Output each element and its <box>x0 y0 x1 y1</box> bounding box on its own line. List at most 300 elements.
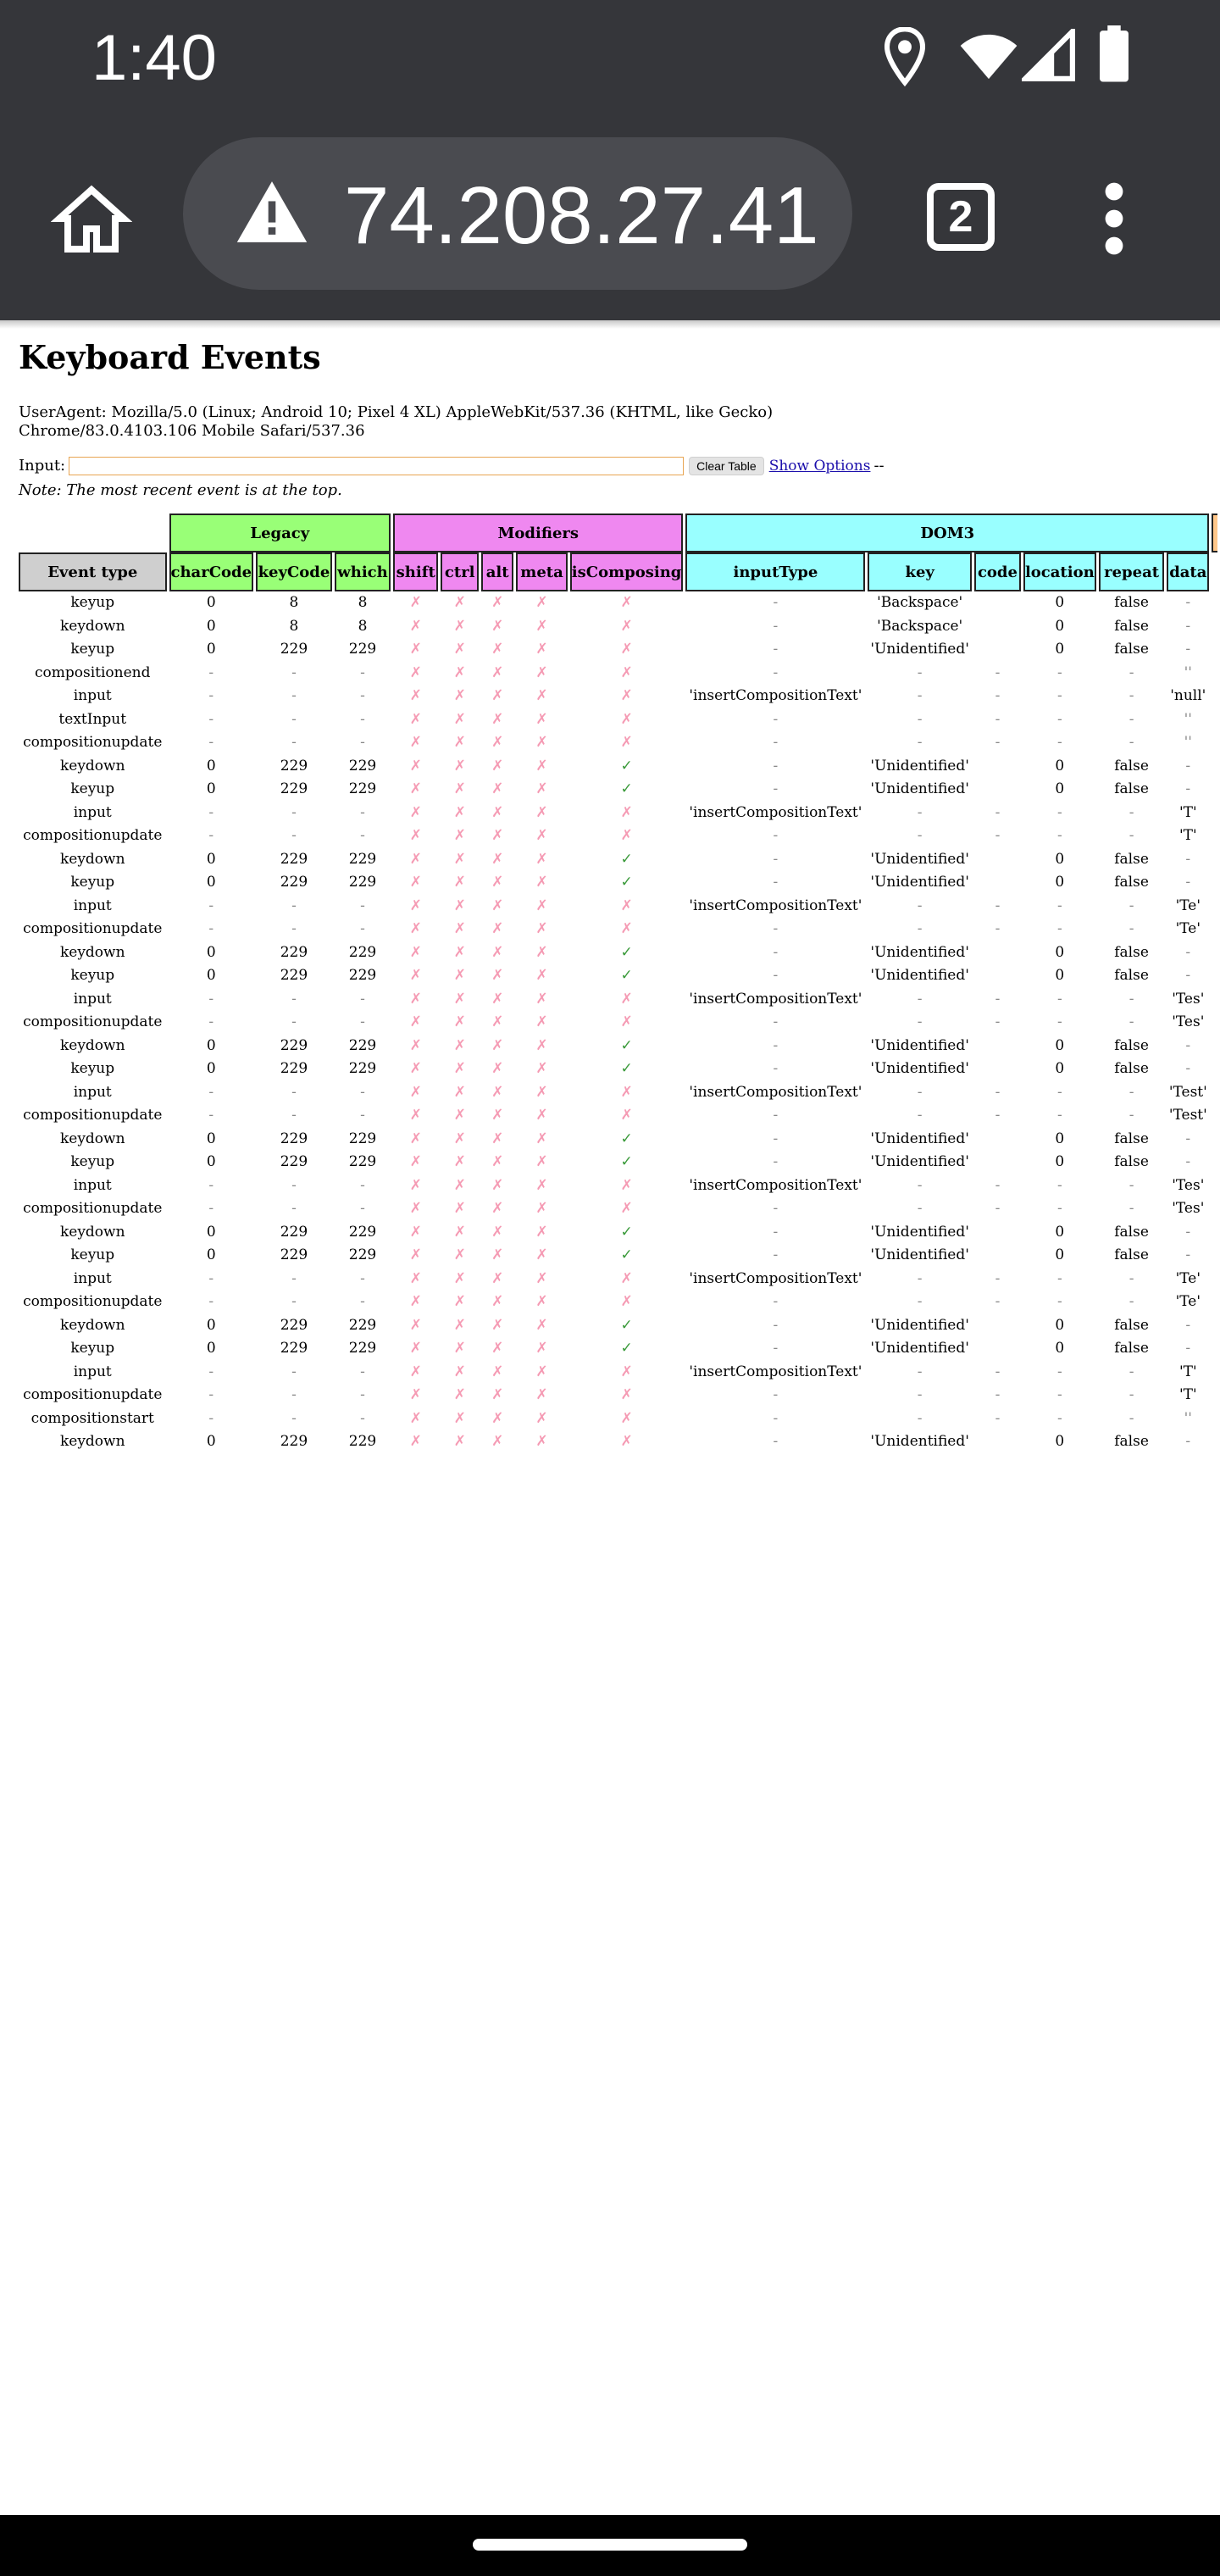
table-cell: 229 <box>348 757 377 774</box>
home-icon[interactable] <box>51 178 132 259</box>
table-cell: - <box>208 1293 214 1310</box>
table-cell: - <box>917 1269 923 1287</box>
table-cell: ✗ <box>535 1269 548 1287</box>
table-cell: 8 <box>358 594 368 611</box>
table-cell: compositionupdate <box>23 734 163 751</box>
table-cell: ✗ <box>535 641 548 658</box>
column-header-data: data <box>1167 552 1209 591</box>
table-cell: ✗ <box>535 1153 548 1170</box>
clear-table-button[interactable]: Clear Table <box>689 457 764 475</box>
table-cell: - <box>1056 1363 1062 1380</box>
table-cell: - <box>1128 687 1134 704</box>
table-cell: ✗ <box>409 1060 422 1077</box>
table-cell: - <box>208 897 214 914</box>
page-content <box>19 336 1220 1454</box>
table-cell: ✗ <box>453 641 466 658</box>
page-title: Keyboard Events <box>19 338 321 376</box>
table-cell: keyup <box>70 594 115 611</box>
table-cell: ✗ <box>409 1107 422 1124</box>
table-cell: ✗ <box>453 1013 466 1030</box>
home-gesture-handle[interactable] <box>473 2539 747 2551</box>
table-cell: 'Tes' <box>1172 1200 1205 1217</box>
table-cell: ✗ <box>453 1223 466 1241</box>
column-header-inputtype: inputType <box>685 552 865 591</box>
table-cell: ✗ <box>453 967 466 984</box>
key-test-input[interactable] <box>69 457 684 475</box>
table-cell: - <box>360 663 365 681</box>
table-cell <box>974 1128 1021 1152</box>
table-cell: ✓ <box>620 1246 633 1263</box>
table-cell: - <box>208 1083 214 1101</box>
table-row <box>19 615 1217 639</box>
table-cell: ✗ <box>409 663 422 681</box>
table-cell: 0 <box>206 874 216 891</box>
table-cell: ✗ <box>453 734 466 751</box>
table-cell: 'Te' <box>1175 920 1201 937</box>
table-cell: ✗ <box>409 1083 422 1101</box>
url-text[interactable]: 74.208.27.41 <box>344 170 819 261</box>
tab-switcher-icon[interactable]: 2 <box>927 183 995 251</box>
table-cell: ✗ <box>491 1130 504 1147</box>
table-cell: ✗ <box>535 663 548 681</box>
table-cell: ✗ <box>453 1130 466 1147</box>
table-cell: 229 <box>280 757 308 774</box>
table-cell: ✗ <box>453 920 466 937</box>
table-cell: false <box>1114 594 1149 611</box>
table-cell: - <box>773 1060 779 1077</box>
table-row <box>19 1337 1217 1361</box>
table-cell: - <box>291 1293 297 1310</box>
table-cell: ✗ <box>491 594 504 611</box>
table-cell: 0 <box>206 617 216 635</box>
table-cell: 'insertCompositionText' <box>689 897 862 914</box>
table-cell: ✗ <box>453 827 466 844</box>
table-cell: false <box>1114 1153 1149 1170</box>
table-row <box>19 708 1217 732</box>
table-cell: 'Unidentified' <box>870 1036 969 1054</box>
table-cell: - <box>291 1107 297 1124</box>
table-cell: - <box>995 990 1001 1008</box>
table-cell: ✗ <box>620 1386 633 1403</box>
table-cell: ✗ <box>409 1153 422 1170</box>
table-cell: ✗ <box>491 1013 504 1030</box>
table-cell: 229 <box>280 850 308 868</box>
table-cell: ✗ <box>620 1409 633 1427</box>
table-cell: ✗ <box>535 1433 548 1450</box>
table-cell: ✗ <box>409 617 422 635</box>
table-cell: - <box>1056 827 1062 844</box>
table-cell: - <box>773 1223 779 1241</box>
table-cell: input <box>73 897 112 914</box>
table-cell: ✗ <box>491 1269 504 1287</box>
table-cell: - <box>208 920 214 937</box>
table-cell: ✗ <box>535 1130 548 1147</box>
table-cell: - <box>773 1293 779 1310</box>
table-cell: ✗ <box>409 1130 422 1147</box>
table-cell: - <box>1128 803 1134 821</box>
table-cell: ✗ <box>535 1386 548 1403</box>
options-suffix: -- <box>873 457 884 475</box>
table-cell: false <box>1114 780 1149 797</box>
table-row <box>19 662 1217 686</box>
table-cell: - <box>291 687 297 704</box>
table-cell: - <box>360 827 365 844</box>
table-cell: - <box>1185 1246 1191 1263</box>
table-cell: - <box>1128 1107 1134 1124</box>
table-cell: ✗ <box>535 850 548 868</box>
table-cell: - <box>1128 663 1134 681</box>
table-cell: 8 <box>289 617 299 635</box>
table-cell: ✗ <box>409 1013 422 1030</box>
table-cell: 0 <box>1055 850 1065 868</box>
table-cell: ✗ <box>453 757 466 774</box>
table-cell: ✗ <box>491 1316 504 1334</box>
table-cell: - <box>995 1409 1001 1427</box>
table-cell: ✗ <box>491 1223 504 1241</box>
table-cell: 0 <box>1055 617 1065 635</box>
table-cell: ✗ <box>535 1223 548 1241</box>
table-cell: 'Unidentified' <box>870 1316 969 1334</box>
table-cell: input <box>73 1269 112 1287</box>
table-cell: ✗ <box>535 827 548 844</box>
table-row <box>19 1104 1217 1128</box>
table-row <box>19 1314 1217 1338</box>
table-cell: - <box>1185 1433 1191 1450</box>
table-cell: compositionupdate <box>23 1200 163 1217</box>
table-cell <box>974 591 1021 615</box>
status-time: 1:40 <box>92 22 217 94</box>
table-cell: - <box>1128 710 1134 728</box>
table-cell: false <box>1114 1223 1149 1241</box>
table-cell: - <box>1056 734 1062 751</box>
table-cell: - <box>360 1269 365 1287</box>
table-cell: 'Unidentified' <box>870 874 969 891</box>
table-cell: - <box>1056 897 1062 914</box>
column-header-key: key <box>868 552 972 591</box>
table-cell: 'Te' <box>1175 897 1201 914</box>
table-cell: - <box>360 1409 365 1427</box>
table-row <box>19 1384 1217 1407</box>
table-cell <box>974 871 1021 895</box>
table-cell: ✗ <box>409 920 422 937</box>
table-cell: ✗ <box>453 1409 466 1427</box>
table-cell: 229 <box>280 641 308 658</box>
table-cell: ✗ <box>535 1060 548 1077</box>
column-header-event-type: Event type <box>19 552 167 591</box>
table-cell: ✗ <box>453 1083 466 1101</box>
table-cell: - <box>291 920 297 937</box>
table-cell: ✗ <box>453 850 466 868</box>
table-cell: - <box>208 1176 214 1194</box>
table-cell <box>974 1058 1021 1081</box>
table-cell: 'T' <box>1178 827 1197 844</box>
table-cell: - <box>291 1269 297 1287</box>
table-cell: compositionupdate <box>23 827 163 844</box>
table-cell: ✗ <box>620 1293 633 1310</box>
table-cell: - <box>1128 827 1134 844</box>
table-cell: 'Te' <box>1175 1293 1201 1310</box>
user-agent-text: UserAgent: Mozilla/5.0 (Linux; Android 10; Pixel 4 XL) AppleWebKit/537.36 (KHTML, like Gecko) Chrome/83.0.4103.106 Mobile Safari/537.36 <box>19 403 774 440</box>
table-cell: ✗ <box>409 850 422 868</box>
table-cell: 'Te' <box>1175 1269 1201 1287</box>
table-cell: - <box>995 1200 1001 1217</box>
column-header-keycode: keyCode <box>256 552 332 591</box>
table-cell: - <box>917 827 923 844</box>
table-cell: 0 <box>1055 1036 1065 1054</box>
table-cell: 0 <box>206 1130 216 1147</box>
table-cell: - <box>1185 1036 1191 1054</box>
not-secure-warning-icon[interactable] <box>236 180 308 244</box>
table-cell: 'Tes' <box>1172 1176 1205 1194</box>
table-cell: ✗ <box>409 827 422 844</box>
table-cell: ✗ <box>535 1013 548 1030</box>
table-cell: ✗ <box>535 1083 548 1101</box>
table-cell: '' <box>1184 1409 1192 1427</box>
show-options-link[interactable]: Show Options <box>768 458 871 475</box>
table-cell: 0 <box>1055 1433 1065 1450</box>
table-cell: 229 <box>348 1153 377 1170</box>
browser-toolbar <box>0 119 1220 320</box>
url-bar[interactable] <box>183 137 852 290</box>
table-cell: ✗ <box>409 1340 422 1357</box>
table-cell: ✗ <box>409 1433 422 1450</box>
table-cell: false <box>1114 1433 1149 1450</box>
table-cell: - <box>1056 990 1062 1008</box>
table-cell: - <box>208 1269 214 1287</box>
table-cell <box>974 964 1021 988</box>
table-cell: - <box>360 1083 365 1101</box>
table-cell: ✗ <box>620 803 633 821</box>
table-cell: - <box>1128 920 1134 937</box>
table-cell <box>974 848 1021 872</box>
table-cell: - <box>360 897 365 914</box>
table-cell: 'Unidentified' <box>870 1340 969 1357</box>
table-row <box>19 1197 1217 1221</box>
table-cell: keyup <box>70 1340 115 1357</box>
table-cell: ✗ <box>535 780 548 797</box>
table-row <box>19 591 1217 615</box>
table-row <box>19 731 1217 755</box>
table-cell: 0 <box>1055 780 1065 797</box>
table-cell: - <box>773 1386 779 1403</box>
table-cell: ✗ <box>620 687 633 704</box>
table-cell: ✗ <box>491 827 504 844</box>
table-cell: ✗ <box>491 1107 504 1124</box>
column-header-shift: shift <box>393 552 438 591</box>
overflow-menu-icon[interactable] <box>1093 178 1135 259</box>
table-row <box>19 1081 1217 1105</box>
table-cell: 229 <box>348 874 377 891</box>
table-cell: ✗ <box>491 803 504 821</box>
table-cell: ✗ <box>409 967 422 984</box>
table-cell: false <box>1114 617 1149 635</box>
table-cell: - <box>360 1200 365 1217</box>
table-cell: - <box>773 663 779 681</box>
table-cell: ✗ <box>491 1433 504 1450</box>
table-cell: ✗ <box>453 1036 466 1054</box>
table-cell: '' <box>1184 710 1192 728</box>
table-cell: ✗ <box>409 1409 422 1427</box>
table-cell: keydown <box>59 943 125 961</box>
table-cell: 0 <box>206 1433 216 1450</box>
table-cell: - <box>291 1386 297 1403</box>
table-cell: 0 <box>206 967 216 984</box>
table-cell <box>974 1221 1021 1245</box>
table-cell: ✗ <box>409 1269 422 1287</box>
table-cell: 'insertCompositionText' <box>689 1363 862 1380</box>
table-cell: ✗ <box>491 734 504 751</box>
table-cell: 229 <box>280 1036 308 1054</box>
table-cell: ✗ <box>409 1176 422 1194</box>
table-cell: ✗ <box>491 1176 504 1194</box>
table-cell: - <box>917 687 923 704</box>
table-cell: ✗ <box>491 967 504 984</box>
table-cell: ✗ <box>453 990 466 1008</box>
column-header-alt: alt <box>481 552 513 591</box>
table-cell: keydown <box>59 1433 125 1450</box>
table-cell: - <box>1056 1293 1062 1310</box>
table-cell: compositionupdate <box>23 920 163 937</box>
table-cell: ✗ <box>453 1363 466 1380</box>
table-cell: ✗ <box>535 1340 548 1357</box>
table-cell: 8 <box>289 594 299 611</box>
table-cell: ✗ <box>453 663 466 681</box>
table-cell <box>974 941 1021 965</box>
table-cell: - <box>773 780 779 797</box>
table-cell: '' <box>1184 663 1192 681</box>
table-cell: ✗ <box>620 897 633 914</box>
table-cell: - <box>995 1083 1001 1101</box>
table-cell: ✗ <box>453 1200 466 1217</box>
note-text: Note: The most recent event is at the top. <box>19 481 342 499</box>
table-cell: '' <box>1184 734 1192 751</box>
table-cell: input <box>73 687 112 704</box>
table-cell: - <box>360 1363 365 1380</box>
table-cell: ✗ <box>491 943 504 961</box>
table-cell: - <box>1185 1340 1191 1357</box>
table-cell: ✗ <box>620 1433 633 1450</box>
table-cell: ✗ <box>453 1246 466 1263</box>
table-cell: ✗ <box>535 1246 548 1263</box>
table-cell: 0 <box>206 1316 216 1334</box>
table-cell: ✗ <box>409 1363 422 1380</box>
table-cell: - <box>995 827 1001 844</box>
table-cell: - <box>1128 1386 1134 1403</box>
table-cell: - <box>208 1409 214 1427</box>
table-row <box>19 918 1217 941</box>
table-cell: ✗ <box>491 1386 504 1403</box>
table-cell: ✗ <box>535 943 548 961</box>
table-cell: 229 <box>280 1246 308 1263</box>
table-cell: 229 <box>348 780 377 797</box>
table-cell: - <box>1056 1176 1062 1194</box>
table-cell: - <box>1056 1083 1062 1101</box>
table-cell: ✗ <box>409 1386 422 1403</box>
table-row <box>19 1058 1217 1081</box>
table-cell: textInput <box>58 710 127 728</box>
table-cell: ✗ <box>535 803 548 821</box>
table-row <box>19 824 1217 848</box>
table-cell: ✗ <box>620 920 633 937</box>
table-cell: 0 <box>1055 757 1065 774</box>
table-cell: ✗ <box>491 1060 504 1077</box>
table-cell: 0 <box>1055 874 1065 891</box>
table-row <box>19 1268 1217 1291</box>
table-cell: ✗ <box>535 1107 548 1124</box>
table-cell: 8 <box>358 617 368 635</box>
table-cell: compositionupdate <box>23 1386 163 1403</box>
table-cell: ✓ <box>620 1316 633 1334</box>
table-cell: false <box>1114 757 1149 774</box>
table-cell: - <box>1185 943 1191 961</box>
table-cell: ✗ <box>491 874 504 891</box>
table-row <box>19 941 1217 965</box>
group-header-legacy: Legacy <box>169 514 391 552</box>
table-cell: ✗ <box>409 943 422 961</box>
table-cell: - <box>1128 1013 1134 1030</box>
table-cell: keyup <box>70 967 115 984</box>
table-cell: ✗ <box>535 1293 548 1310</box>
table-cell: - <box>917 734 923 751</box>
events-table <box>16 514 1220 1454</box>
table-cell: ✗ <box>453 617 466 635</box>
table-cell: ✗ <box>453 1060 466 1077</box>
table-cell: - <box>360 687 365 704</box>
table-cell: - <box>773 827 779 844</box>
table-cell: - <box>360 1176 365 1194</box>
table-cell: - <box>1128 1409 1134 1427</box>
table-cell <box>974 1244 1021 1268</box>
table-cell: 229 <box>280 1130 308 1147</box>
table-row <box>19 1361 1217 1385</box>
table-cell: ✗ <box>409 594 422 611</box>
table-cell: ✗ <box>535 594 548 611</box>
battery-icon <box>1098 25 1130 83</box>
table-cell: 0 <box>206 1246 216 1263</box>
table-cell: ✓ <box>620 967 633 984</box>
table-cell: ✓ <box>620 1130 633 1147</box>
table-cell: 0 <box>206 1060 216 1077</box>
table-cell: 'Test' <box>1168 1083 1207 1101</box>
table-row <box>19 1291 1217 1314</box>
table-cell: ✗ <box>491 1363 504 1380</box>
table-cell: - <box>1185 874 1191 891</box>
table-cell: - <box>995 1386 1001 1403</box>
table-cell: - <box>360 710 365 728</box>
table-cell: ✗ <box>453 803 466 821</box>
table-cell: - <box>208 827 214 844</box>
table-cell: - <box>995 710 1001 728</box>
table-cell: - <box>1128 734 1134 751</box>
navigation-bar <box>0 2515 1220 2576</box>
table-cell: ✗ <box>409 641 422 658</box>
table-cell: 0 <box>1055 1223 1065 1241</box>
table-cell: ✗ <box>453 1293 466 1310</box>
table-cell: ✗ <box>453 687 466 704</box>
table-cell: 0 <box>206 943 216 961</box>
table-cell: 229 <box>348 850 377 868</box>
table-cell: 229 <box>348 641 377 658</box>
table-cell: - <box>917 803 923 821</box>
table-cell: - <box>291 803 297 821</box>
table-cell: - <box>995 687 1001 704</box>
table-cell: - <box>917 1409 923 1427</box>
table-cell: 'Unidentified' <box>870 1433 969 1450</box>
table-row <box>19 848 1217 872</box>
table-cell: 0 <box>1055 1060 1065 1077</box>
table-cell: - <box>1185 850 1191 868</box>
table-cell: compositionupdate <box>23 1107 163 1124</box>
